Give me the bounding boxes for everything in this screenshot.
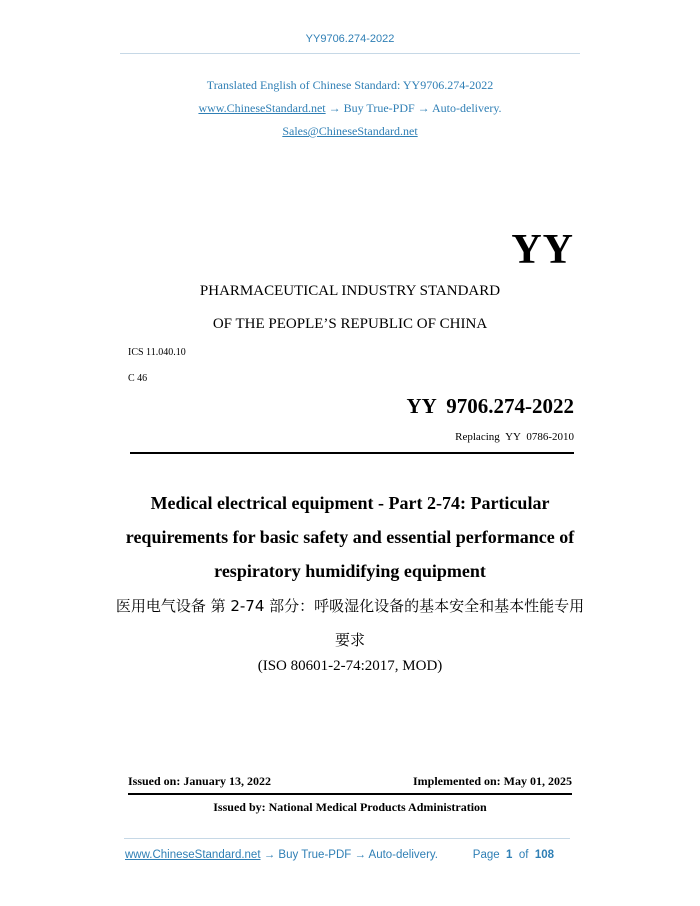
issued-date: Issued on: January 13, 2022 xyxy=(128,774,272,788)
page-label: Page xyxy=(472,849,500,861)
document-title-cn: 医用电气设备 第 2-74 部分：呼吸湿化设备的基本安全和基本性能专用要求 xyxy=(115,597,585,649)
email-line xyxy=(0,124,700,139)
footer-site-link[interactable]: www.ChineseStandard.net xyxy=(125,849,261,861)
title-divider xyxy=(130,452,574,454)
page-indicator xyxy=(473,849,554,861)
footer-purchase-line xyxy=(125,849,438,861)
page-current: 1 xyxy=(506,849,513,861)
running-header: YY9706.274-2022 xyxy=(305,33,395,45)
header-divider xyxy=(120,53,580,54)
standard-logo: YY xyxy=(511,227,574,273)
iso-reference: (ISO 80601-2-74:2017, MOD) xyxy=(257,658,443,674)
site-link[interactable]: www.ChineseStandard.net xyxy=(198,101,326,115)
document-title-en: Medical electrical equipment - Part 2-74: Particular requirements for basic safety and essential performance of respiratory humidifying equipment xyxy=(125,493,575,581)
page-of: of xyxy=(518,849,529,861)
purchase-line xyxy=(0,101,700,116)
dates-divider xyxy=(128,793,572,795)
standard-type-line2: OF THE PEOPLE’S REPUBLIC OF CHINA xyxy=(212,316,488,332)
footer-divider xyxy=(124,838,570,839)
standard-number: YY 9706.274-2022 xyxy=(406,394,574,418)
standard-type-line1: PHARMACEUTICAL INDUSTRY STANDARD xyxy=(199,283,501,299)
ccs-code: C 46 xyxy=(128,373,148,384)
issuing-authority: Issued by: National Medical Products Administration xyxy=(213,800,487,814)
page-total: 108 xyxy=(534,849,554,861)
footer-purchase-text: → Buy True-PDF → Auto-delivery. xyxy=(260,849,438,861)
implemented-date: Implemented on: May 01, 2025 xyxy=(413,774,572,788)
translation-notice: Translated English of Chinese Standard: YY9706.274-2022 xyxy=(206,78,494,92)
ics-code: ICS 11.040.10 xyxy=(128,347,186,358)
purchase-text: → Buy True-PDF → Auto-delivery. xyxy=(325,101,502,115)
replacing-note: Replacing YY 0786-2010 xyxy=(455,431,574,443)
email-link[interactable]: Sales@ChineseStandard.net xyxy=(282,124,418,138)
